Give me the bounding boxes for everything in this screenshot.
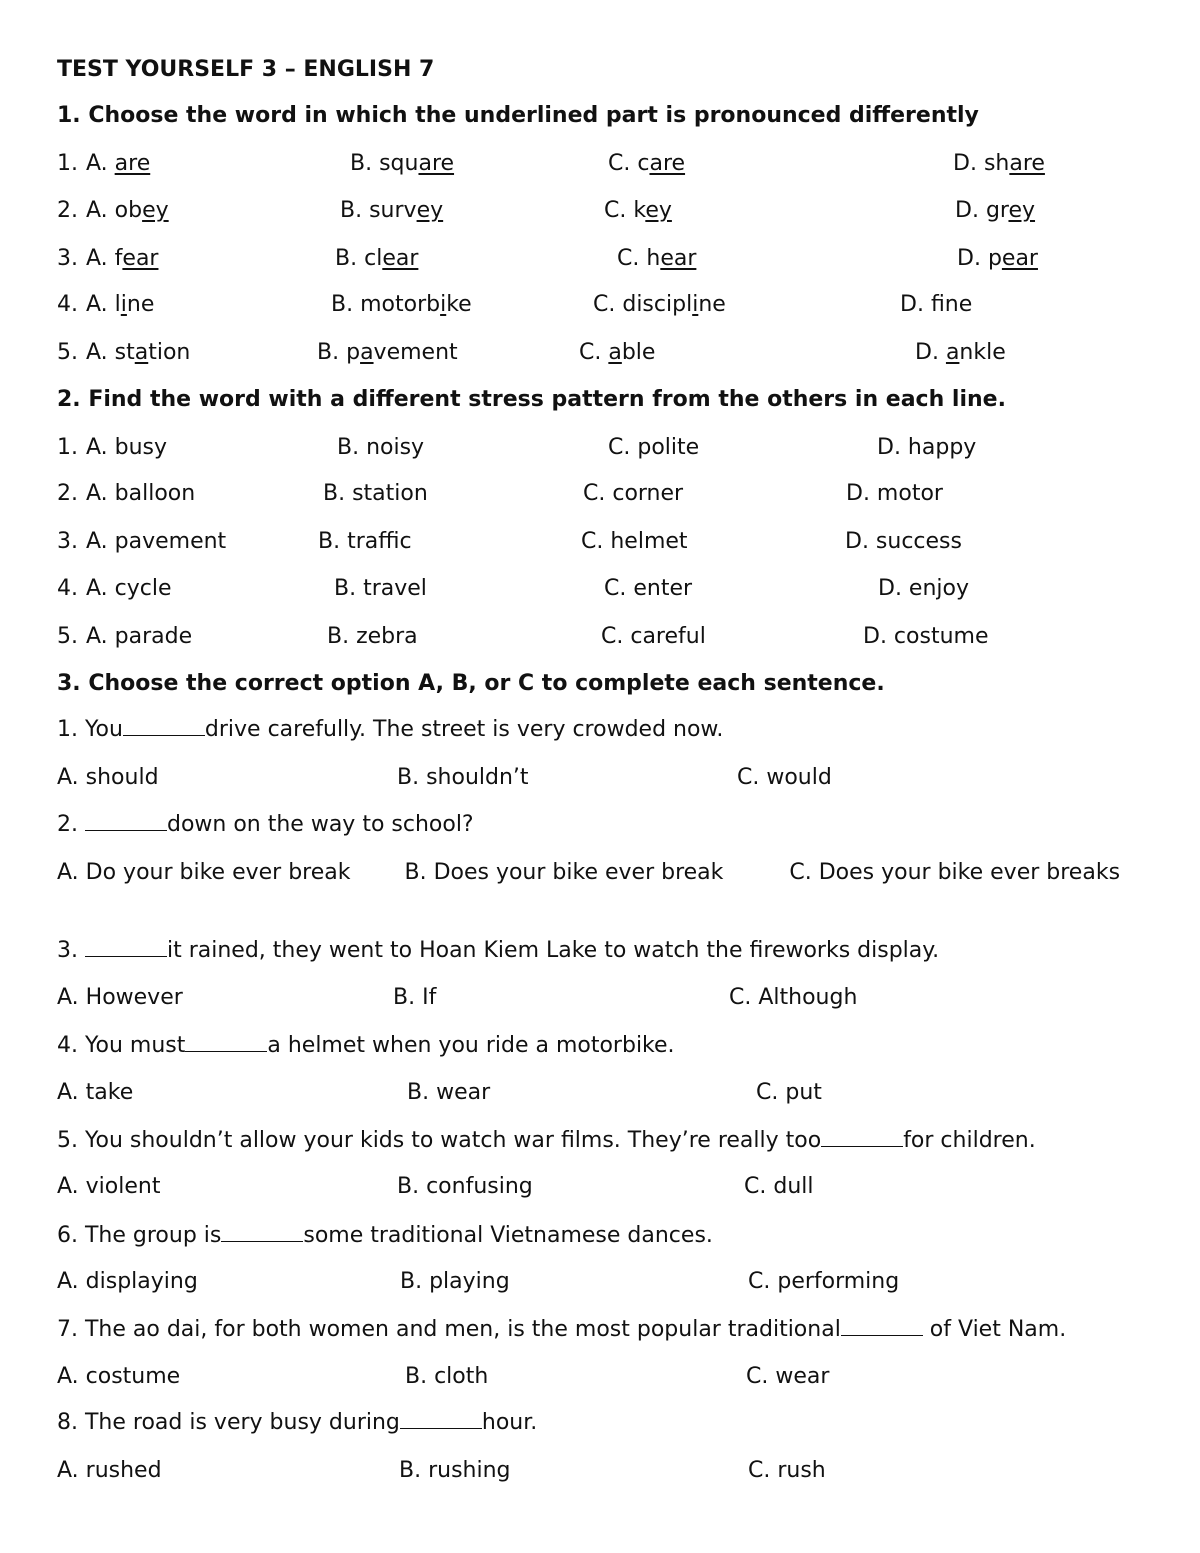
option-d: D. enjoy (878, 576, 969, 601)
option-c: C. rush (748, 1458, 826, 1483)
question-2: 2. down on the way to school? (57, 812, 474, 837)
answer-blank[interactable] (821, 1128, 903, 1147)
option-c: C. discipline (593, 292, 726, 317)
option-a: A. should (57, 765, 159, 790)
option-b: B. shouldn’t (397, 765, 529, 790)
question-8: 8. The road is very busy during hour. (57, 1410, 538, 1435)
option-c: C. care (608, 151, 686, 176)
item-number: 5. (57, 624, 78, 649)
option-c: C. corner (583, 481, 684, 506)
option-a: A. pavement (86, 529, 227, 554)
option-c: C. put (756, 1080, 822, 1105)
question-1: 1. You drive carefully. The street is very crowded now. (57, 717, 724, 742)
option-d: D. happy (877, 435, 977, 460)
option-a: A. take (57, 1080, 134, 1105)
section-2-heading: 2. Find the word with a different stress pattern from the others in each line. (57, 387, 1006, 412)
option-c: C. dull (744, 1174, 814, 1199)
option-d: D. pear (957, 246, 1038, 271)
option-b: B. confusing (397, 1174, 533, 1199)
option-d: D. share (953, 151, 1045, 176)
option-c: C. hear (617, 246, 697, 271)
option-b: B. zebra (327, 624, 418, 649)
option-a: A. parade (86, 624, 193, 649)
option-a: A. violent (57, 1174, 161, 1199)
answer-blank[interactable] (185, 1033, 267, 1052)
option-c: C. wear (746, 1364, 830, 1389)
option-a: A. rushed (57, 1458, 162, 1483)
option-b: B. cloth (405, 1364, 489, 1389)
item-number: 3. (57, 246, 78, 271)
option-b: B. station (323, 481, 428, 506)
item-number: 4. (57, 576, 78, 601)
option-b: B. rushing (399, 1458, 511, 1483)
question-3: 3. it rained, they went to Hoan Kiem Lake to watch the fireworks display. (57, 938, 940, 963)
option-a: A. balloon (86, 481, 196, 506)
option-d: D. ankle (915, 340, 1006, 365)
answer-blank[interactable] (123, 717, 205, 736)
item-number: 1. (57, 435, 78, 460)
question-7: 7. The ao dai, for both women and men, is the most popular traditional of Viet Nam. (57, 1317, 1067, 1342)
option-b: B. clear (335, 246, 419, 271)
item-number: 4. (57, 292, 78, 317)
section-1-heading: 1. Choose the word in which the underlined part is pronounced differently (57, 103, 979, 128)
option-a: A. Do your bike ever break (57, 860, 351, 885)
option-d: D. motor (846, 481, 943, 506)
option-b: B. travel (334, 576, 427, 601)
option-a: A. fear (86, 246, 159, 271)
option-c: C. helmet (581, 529, 688, 554)
option-b: B. playing (400, 1269, 510, 1294)
option-a: A. line (86, 292, 155, 317)
option-c: C. careful (601, 624, 706, 649)
item-number: 1. (57, 151, 78, 176)
option-c: C. polite (608, 435, 700, 460)
option-a: A. costume (57, 1364, 181, 1389)
question-2-options (57, 859, 1157, 919)
option-a: A. busy (86, 435, 168, 460)
option-b: B. motorbike (331, 292, 472, 317)
option-d: D. costume (863, 624, 989, 649)
answer-blank[interactable] (400, 1410, 482, 1429)
item-number: 5. (57, 340, 78, 365)
option-c: C. would (737, 765, 832, 790)
option-c: C. performing (748, 1269, 900, 1294)
option-a: A. However (57, 985, 183, 1010)
item-number: 3. (57, 529, 78, 554)
option-b: B. If (393, 985, 437, 1010)
option-a: A. are (86, 151, 151, 176)
option-a: A. obey (86, 198, 169, 223)
option-b: B. noisy (337, 435, 425, 460)
question-4: 4. You must a helmet when you ride a motorbike. (57, 1033, 675, 1058)
answer-blank[interactable] (85, 812, 167, 831)
section-3-heading: 3. Choose the correct option A, B, or C to complete each sentence. (57, 671, 885, 696)
question-5: 5. You shouldn’t allow your kids to watch war films. They’re really too for children. (57, 1128, 1036, 1153)
option-a: A. displaying (57, 1269, 198, 1294)
option-c: C. able (579, 340, 656, 365)
page-title: TEST YOURSELF 3 – ENGLISH 7 (57, 57, 435, 82)
item-number: 2. (57, 198, 78, 223)
option-d: D. fne (900, 292, 973, 317)
option-a: A. cycle (86, 576, 172, 601)
answer-blank[interactable] (221, 1223, 303, 1242)
option-c: C. Although (729, 985, 858, 1010)
answer-blank[interactable] (85, 938, 167, 957)
question-6: 6. The group is some traditional Vietnamese dances. (57, 1223, 713, 1248)
item-number: 2. (57, 481, 78, 506)
option-b: B. wear (407, 1080, 491, 1105)
option-c: C. Does your bike ever breaks (789, 860, 1121, 885)
option-d: D. grey (955, 198, 1036, 223)
option-b: B. square (350, 151, 455, 176)
option-c: C. key (604, 198, 672, 223)
option-b: B. survey (340, 198, 444, 223)
option-b: B. pavement (317, 340, 458, 365)
option-c: C. enter (604, 576, 693, 601)
answer-blank[interactable] (841, 1317, 923, 1336)
option-b: B. Does your bike ever break (404, 860, 724, 885)
option-b: B. traffic (318, 529, 412, 554)
option-a: A. station (86, 340, 191, 365)
option-d: D. success (845, 529, 962, 554)
